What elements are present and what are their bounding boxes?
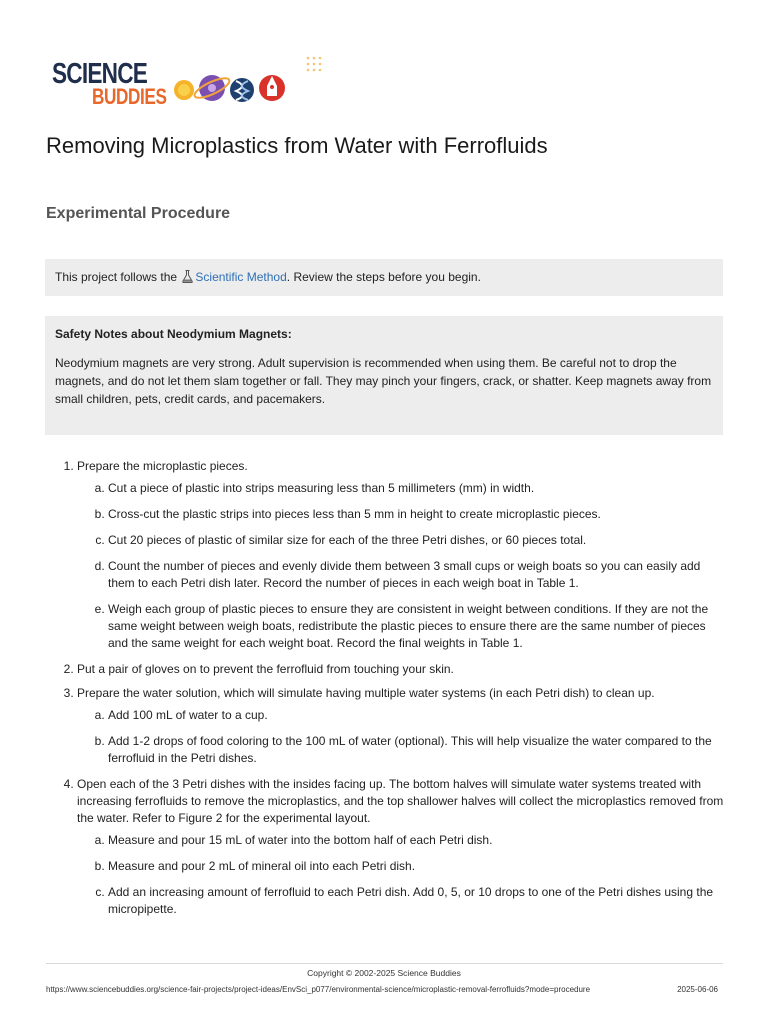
sun-icon	[174, 80, 194, 100]
atom-icon	[192, 75, 232, 102]
dna-icon	[230, 78, 254, 102]
procedure-list	[45, 458, 725, 918]
step-text: Prepare the microplastic pieces.	[77, 459, 248, 473]
step-text: Prepare the water solution, which will simulate having multiple water systems (in each Petri dish) to clean up.	[77, 686, 655, 700]
procedure-step-2	[77, 661, 725, 678]
science-buddies-logo[interactable]	[52, 52, 332, 114]
safety-notes-title: Safety Notes about Neodymium Magnets:	[55, 327, 292, 341]
safety-notes-box	[45, 316, 723, 435]
sub-step-list	[77, 832, 725, 918]
procedure-step-3	[77, 685, 725, 767]
sub-step: b. Cross-cut the plastic strips into pieces less than 5 mm in height to create microplastic pieces.	[108, 506, 725, 523]
sub-step: e. Weigh each group of plastic pieces to ensure they are consistent in weight between conditions. If they are not the same weight between weigh boats, redistribute the plastic pieces to ensure there are the same number of pieces and the same weight for each weight boat. Record the final weights in Table 1.	[108, 601, 725, 652]
sub-step-list	[77, 480, 725, 652]
logo-science-icons	[168, 52, 328, 114]
footer-divider	[46, 963, 723, 964]
procedure-step-4	[77, 776, 725, 918]
sub-step: d. Count the number of pieces and evenly divide them between 3 small cups or weigh boats so you can easily add them to each Petri dish later. Record the number of pieces in each weigh boat in Table 1.	[108, 558, 725, 592]
scientific-method-note	[45, 259, 723, 296]
sub-step: b. Measure and pour 2 mL of mineral oil into each Petri dish.	[108, 858, 725, 875]
copyright-text: Copyright © 2002-2025 Science Buddies	[307, 968, 461, 978]
flask-icon	[182, 270, 193, 283]
section-heading: Experimental Procedure	[46, 205, 231, 222]
sub-step: b. Add 1-2 drops of food coloring to the 100 mL of water (optional). This will help visualize the water compared to the ferrofluid in the Petri dishes.	[108, 733, 725, 767]
method-note-suffix: . Review the steps before you begin.	[286, 270, 481, 284]
page-title: Removing Microplastics from Water with Ferrofluids	[46, 133, 548, 158]
method-note-prefix: This project follows the	[55, 270, 178, 284]
safety-notes-text: Neodymium magnets are very strong. Adult supervision is recommended when using them. Be careful not to drop the magnets, and do not let them slam together or fall. They may pinch your fingers, crack, or shatter. Keep magnets away from small children, pets, credit cards, and pacemakers.	[55, 356, 712, 406]
sub-step: a. Add 100 mL of water to a cup.	[108, 707, 725, 724]
sub-step: a. Cut a piece of plastic into strips measuring less than 5 millimeters (mm) in width.	[108, 480, 725, 497]
procedure-step-1	[77, 458, 725, 652]
scientific-method-link[interactable]: Scientific Method	[195, 270, 287, 284]
sub-step: c. Cut 20 pieces of plastic of similar size for each of the three Petri dishes, or 60 pieces total.	[108, 532, 725, 549]
procedure-steps	[45, 458, 725, 927]
step-text: Open each of the 3 Petri dishes with the insides facing up. The bottom halves will simulate water systems treated with increasing ferrofluids to remove the microplastics, and the top shallower halves will collect the microplastics removed from the water. Refer to Figure 2 for the experimental layout.	[77, 777, 724, 825]
print-date: 2025-06-06	[677, 985, 718, 994]
sub-step: c. Add an increasing amount of ferrofluid to each Petri dish. Add 0, 5, or 10 drops to one of the Petri dishes using the micropipette.	[108, 884, 725, 918]
sub-step: a. Measure and pour 15 mL of water into the bottom half of each Petri dish.	[108, 832, 725, 849]
step-text: Put a pair of gloves on to prevent the ferrofluid from touching your skin.	[77, 662, 454, 676]
sub-step-list	[77, 707, 725, 767]
page-url[interactable]: https://www.sciencebuddies.org/science-fair-projects/project-ideas/EnvSci_p077/environmental-science/microplastic-removal-ferrofluids?mode=procedure	[46, 985, 591, 994]
logo-text-buddies: BUDDIES	[92, 84, 167, 109]
logo-text-science: SCIENCE	[52, 58, 148, 90]
rocket-icon	[259, 75, 285, 101]
